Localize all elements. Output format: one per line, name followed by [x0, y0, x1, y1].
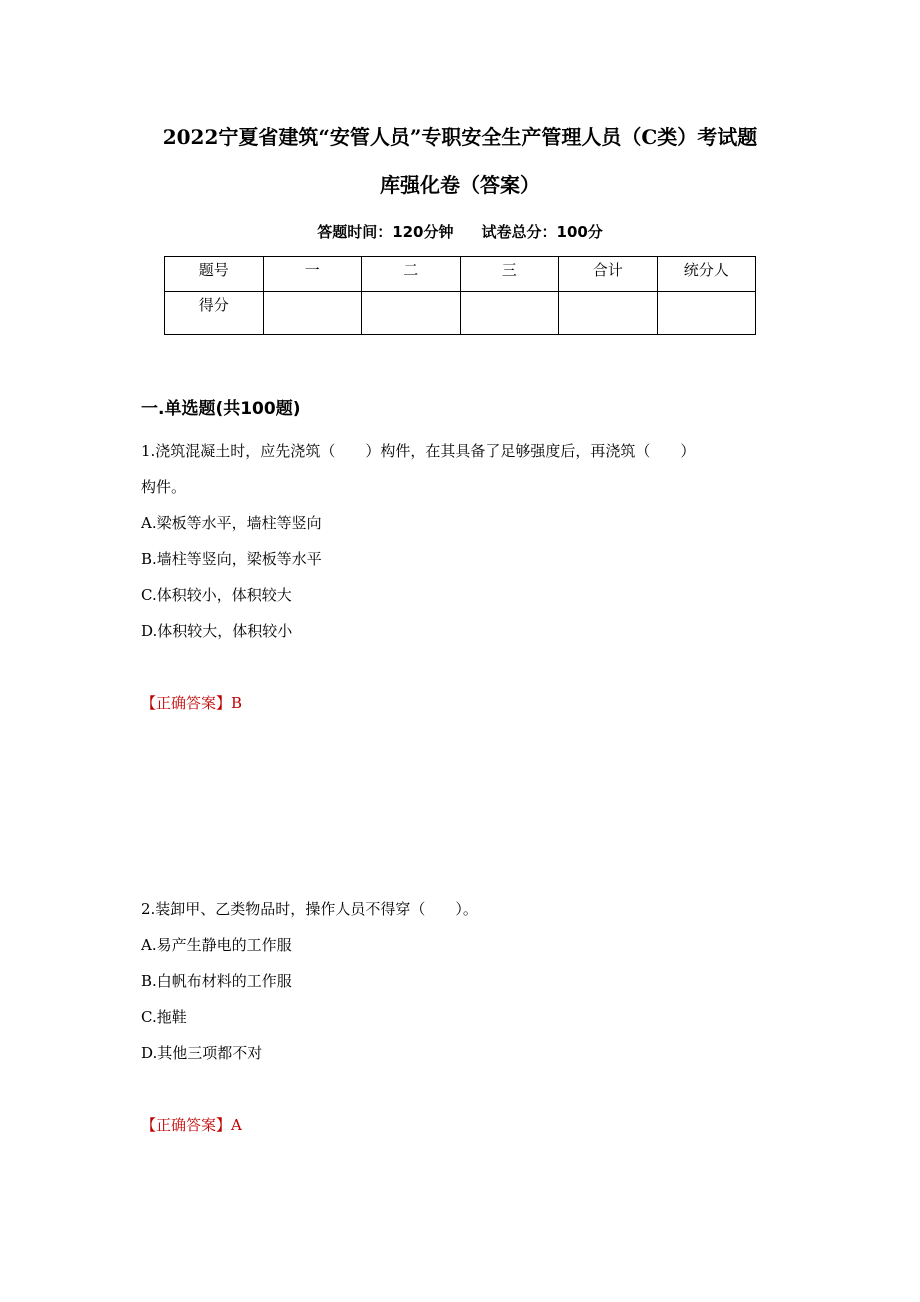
question-2-answer: 【正确答案】A	[141, 1116, 242, 1134]
score-header-cell: 一	[263, 257, 362, 292]
section-title: 一.单选题(共100题)	[141, 399, 301, 419]
score-header-cell: 三	[460, 257, 559, 292]
score-header-cell: 合计	[559, 257, 658, 292]
question-1-option-d: D.体积较大，体积较小	[141, 622, 293, 640]
question-2-option-b: B.白帆布材料的工作服	[141, 972, 292, 990]
score-cell	[460, 292, 559, 335]
question-1-stem: 1.浇筑混凝土时，应先浇筑（ ）构件，在其具备了足够强度后，再浇筑（ ）	[141, 442, 696, 460]
score-header-cell: 题号	[165, 257, 264, 292]
question-2-stem: 2.装卸甲、乙类物品时，操作人员不得穿（ ）。	[141, 900, 478, 918]
question-1-option-c: C.体积较小，体积较大	[141, 586, 292, 604]
score-cell	[657, 292, 756, 335]
exam-total-score: 试卷总分：100分	[481, 223, 603, 241]
score-table-header-row	[165, 257, 756, 292]
question-1-answer: 【正确答案】B	[141, 694, 243, 712]
question-1-stem-cont: 构件。	[141, 478, 187, 496]
score-row-label: 得分	[165, 292, 264, 335]
score-header-cell: 二	[362, 257, 461, 292]
question-1-option-a: A.梁板等水平，墙柱等竖向	[141, 514, 322, 532]
score-table	[164, 256, 756, 335]
question-1-option-b: B.墙柱等竖向，梁板等水平	[141, 550, 322, 568]
exam-title-line2: 库强化卷（答案）	[380, 173, 540, 197]
exam-meta	[0, 222, 920, 242]
question-2-option-d: D.其他三项都不对	[141, 1044, 263, 1062]
exam-time: 答题时间：120分钟	[317, 223, 454, 241]
score-cell	[362, 292, 461, 335]
exam-title-line1: 2022宁夏省建筑“安管人员”专职安全生产管理人员（C类）考试题	[162, 125, 758, 149]
score-header-cell: 统分人	[657, 257, 756, 292]
question-2-option-a: A.易产生静电的工作服	[141, 936, 292, 954]
score-cell	[559, 292, 658, 335]
question-2-option-c: C.拖鞋	[141, 1008, 187, 1026]
score-cell	[263, 292, 362, 335]
score-table-score-row	[165, 292, 756, 335]
